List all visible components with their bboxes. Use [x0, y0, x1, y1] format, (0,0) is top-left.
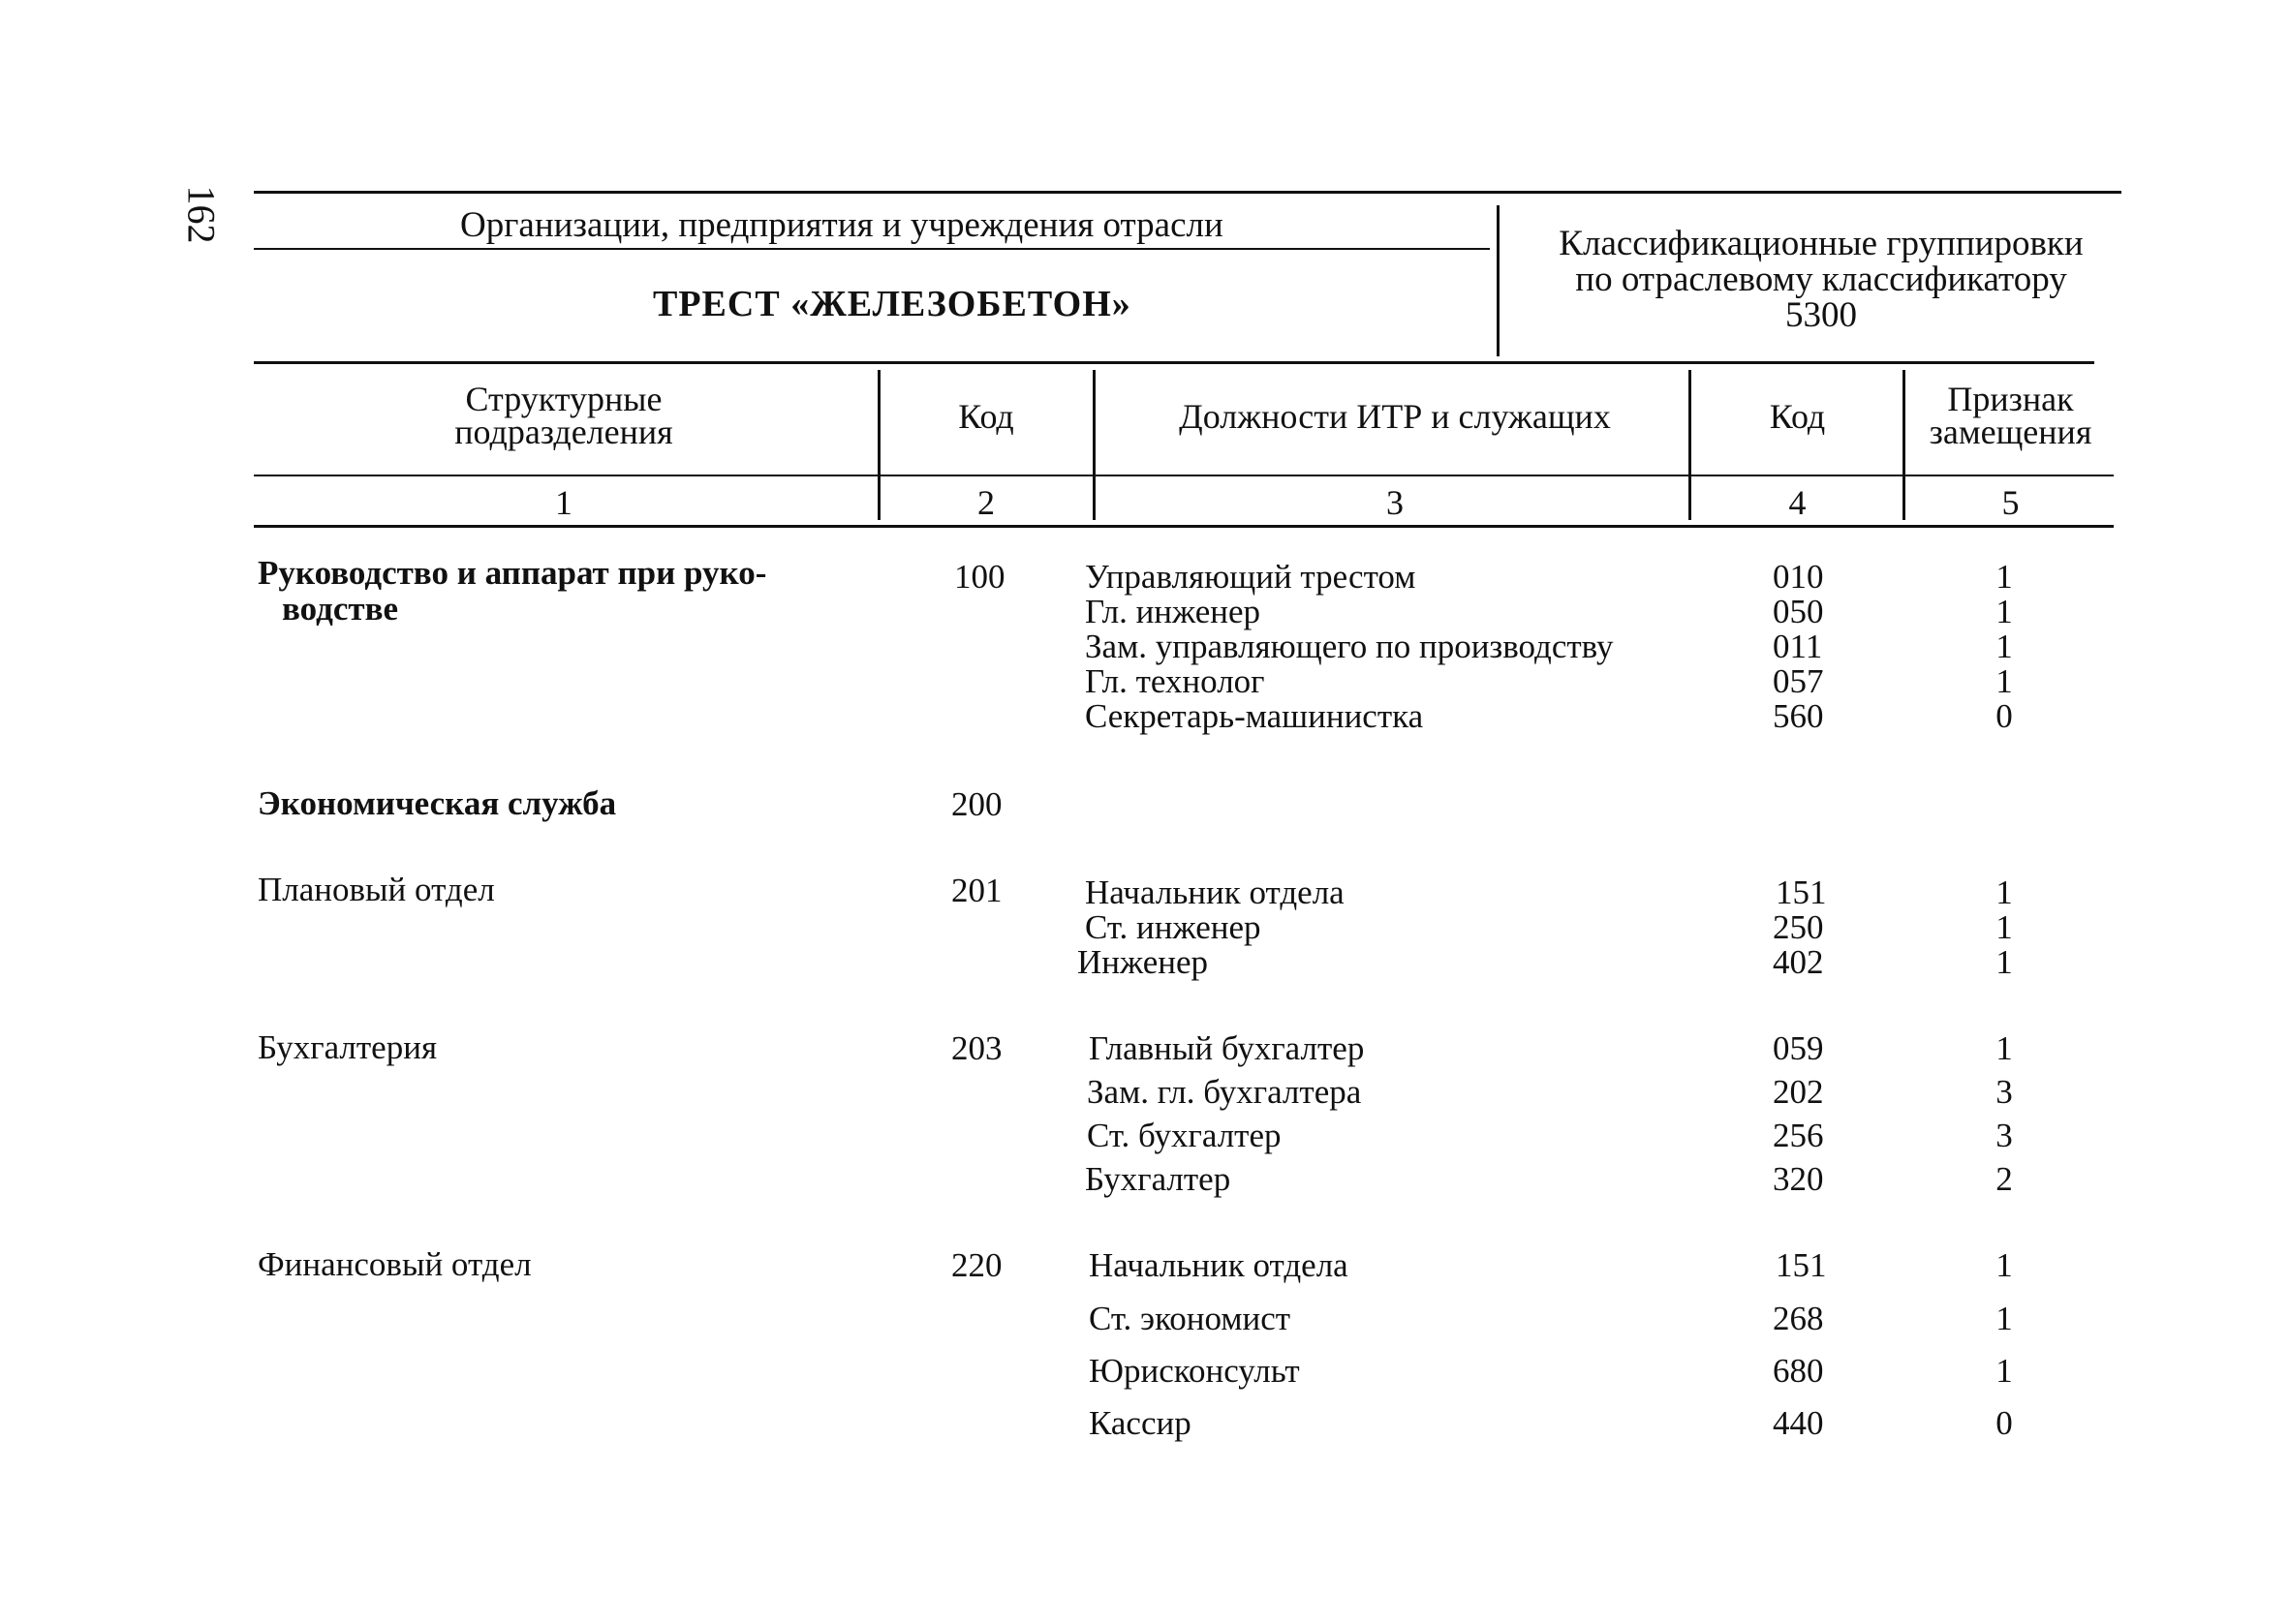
- position-title: Кассир: [1089, 1404, 1191, 1442]
- position-title: Начальник отдела: [1085, 873, 1345, 911]
- col1-head: Структурные подразделения: [454, 380, 673, 451]
- colhead-rule: [254, 475, 2114, 476]
- substitution-sign: 1: [1995, 1352, 2013, 1390]
- unit-accounting: Бухгалтерия: [258, 1028, 438, 1066]
- classification-code: 5300: [1785, 295, 1857, 335]
- position-title: Бухгалтер: [1085, 1160, 1231, 1198]
- substitution-sign: 0: [1995, 697, 2013, 735]
- col-separator-4: [1902, 370, 1905, 520]
- position-title: Гл. инженер: [1085, 593, 1261, 630]
- unit-economic-service: Экономическая служба: [258, 784, 617, 822]
- classification-line1: Классификационные группировки: [1559, 224, 2084, 263]
- col-separator-2: [1093, 370, 1096, 520]
- position-code: 151: [1776, 873, 1827, 911]
- position-code: 050: [1773, 593, 1824, 630]
- position-code: 059: [1773, 1029, 1824, 1067]
- position-code: 202: [1773, 1073, 1824, 1111]
- position-code: 010: [1773, 558, 1824, 596]
- position-title: Начальник отдела: [1089, 1246, 1348, 1284]
- position-code: 440: [1773, 1404, 1824, 1442]
- col4-number: 4: [1788, 483, 1807, 522]
- substitution-sign: 1: [1995, 558, 2013, 596]
- page-number: 162: [179, 185, 224, 244]
- classification-block: [1540, 226, 2102, 333]
- position-code: 560: [1773, 697, 1824, 735]
- col1-number: 1: [555, 483, 572, 522]
- position-title: Секретарь-машинистка: [1085, 697, 1424, 735]
- table-head-bottom-rule: [254, 525, 2114, 528]
- col2-head: Код: [958, 397, 1014, 436]
- substitution-sign: 1: [1995, 662, 2013, 700]
- position-title: Управляющий трестом: [1085, 558, 1416, 596]
- position-title: Зам. гл. бухгалтера: [1087, 1073, 1362, 1111]
- unit-finance-department: Финансовый отдел: [258, 1245, 532, 1283]
- unit-code: 100: [954, 558, 1005, 596]
- col5-number: 5: [2001, 483, 2020, 522]
- position-title: Юрисконсульт: [1089, 1352, 1300, 1390]
- position-code: 151: [1776, 1246, 1827, 1284]
- trust-name: ТРЕСТ «ЖЕЛЕЗОБЕТОН»: [653, 284, 1131, 324]
- position-code: 057: [1773, 662, 1824, 700]
- substitution-sign: 1: [1995, 873, 2013, 911]
- substitution-sign: 0: [1995, 1404, 2013, 1442]
- position-code: 250: [1773, 908, 1824, 946]
- substitution-sign: 1: [1995, 908, 2013, 946]
- substitution-sign: 1: [1995, 943, 2013, 981]
- position-title: Ст. инженер: [1085, 908, 1261, 946]
- position-code: 011: [1773, 628, 1823, 665]
- position-title: Инженер: [1077, 943, 1209, 981]
- position-code: 256: [1773, 1117, 1824, 1154]
- unit-code: 201: [951, 872, 1003, 909]
- col3-head: Должности ИТР и служащих: [1179, 397, 1611, 436]
- substitution-sign: 1: [1995, 1246, 2013, 1284]
- substitution-sign: 1: [1995, 593, 2013, 630]
- header-bottom-rule: [254, 361, 2094, 364]
- position-code: 268: [1773, 1300, 1824, 1337]
- substitution-sign: 3: [1995, 1117, 2013, 1154]
- position-title: Ст. бухгалтер: [1087, 1117, 1282, 1154]
- substitution-sign: 3: [1995, 1073, 2013, 1111]
- header-mid-rule: [254, 248, 1490, 250]
- col5-head: Признак замещения: [1929, 380, 2092, 451]
- col4-head: Код: [1769, 397, 1826, 436]
- unit-code: 203: [951, 1029, 1003, 1067]
- header-divider: [1497, 205, 1500, 356]
- organizations-title: Организации, предприятия и учреждения отрасли: [460, 205, 1223, 245]
- position-code: 402: [1773, 943, 1824, 981]
- position-code: 680: [1773, 1352, 1824, 1390]
- unit-planning-department: Плановый отдел: [258, 871, 495, 908]
- col2-number: 2: [977, 483, 995, 522]
- col3-number: 3: [1386, 483, 1404, 522]
- substitution-sign: 1: [1995, 1300, 2013, 1337]
- classification-line2: по отраслевому классификатору: [1575, 260, 2067, 299]
- substitution-sign: 1: [1995, 1029, 2013, 1067]
- position-title: Зам. управляющего по производству: [1085, 628, 1614, 665]
- position-title: Гл. технолог: [1085, 662, 1265, 700]
- position-code: 320: [1773, 1160, 1824, 1198]
- substitution-sign: 1: [1995, 628, 2013, 665]
- position-title: Главный бухгалтер: [1089, 1029, 1365, 1067]
- header-top-rule: [254, 191, 2121, 194]
- substitution-sign: 2: [1995, 1160, 2013, 1198]
- unit-management: Руководство и аппарат при руко- водстве: [258, 554, 767, 628]
- position-title: Ст. экономист: [1089, 1300, 1291, 1337]
- unit-code: 200: [951, 785, 1003, 823]
- unit-code: 220: [951, 1246, 1003, 1284]
